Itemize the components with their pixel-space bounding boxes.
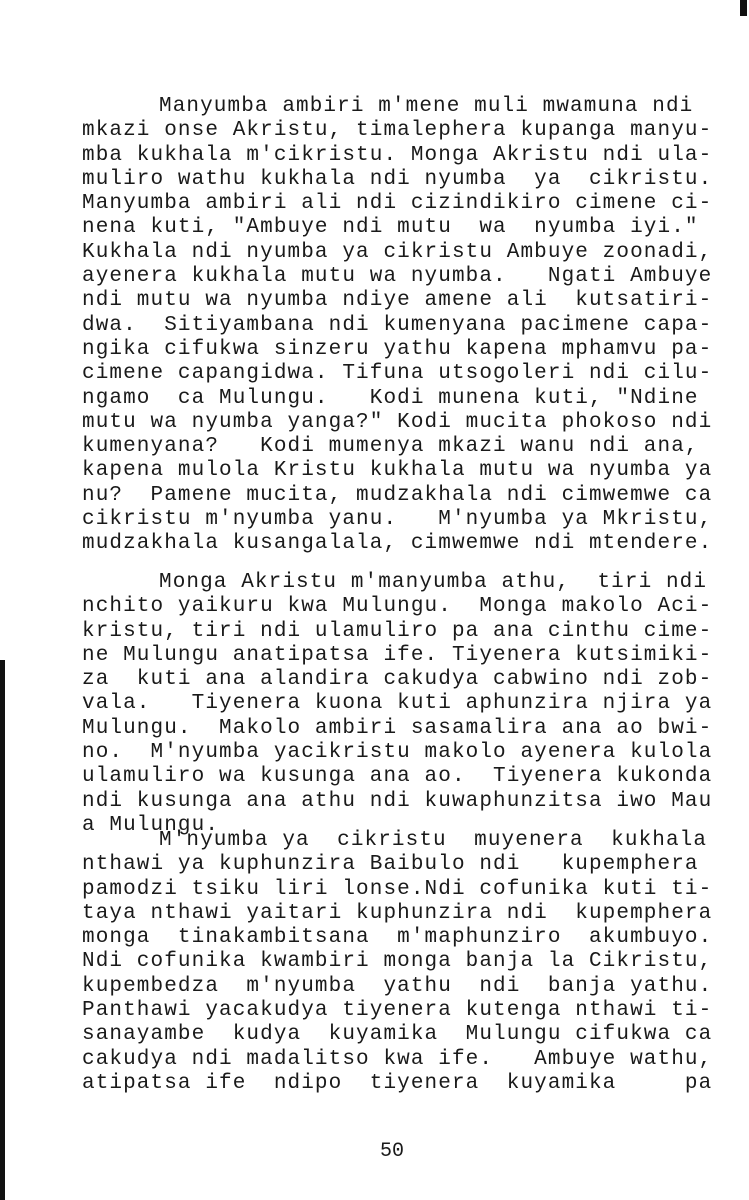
text-line: mutu wa nyumba yanga?" Kodi mucita phokoso ndi [82,410,713,434]
text-line: Mulungu. Makolo ambiri sasamalira ana ao bwi- [82,716,713,740]
text-line: taya nthawi yaitari kuphunzira ndi kupemphera [82,901,713,925]
text-line: Monga Akristu m'manyumba athu, tiri ndi [159,571,708,594]
text-line: a Mulungu. [82,813,220,837]
text-line: ne Mulungu anatipatsa ife. Tiyenera kutsimiki- [82,643,713,667]
scan-edge-mark [740,0,747,16]
text-line: cakudya ndi madalitso kwa ife. Ambuye wathu, [82,1047,713,1071]
text-line: nthawi ya kuphunzira Baibulo ndi kupemphera [82,853,699,877]
page-number: 50 [379,1140,404,1163]
paragraph-3 [82,829,732,1096]
text-line: nchito yaikuru kwa Mulungu. Monga makolo Aci- [82,595,713,619]
text-line: nu? Pamene mucita, mudzakhala ndi cimwemwe ca [82,483,713,507]
text-line: ndi mutu wa nyumba ndiye amene ali kutsatiri- [82,289,713,313]
text-line: kupembedza m'nyumba yathu ndi banja yathu. [82,974,713,998]
text-line: ndi kusunga ana athu ndi kuwaphunzitsa iwo Mau [82,789,713,813]
text-line: Panthawi yacakudya tiyenera kutenga nthawi ti- [82,999,713,1023]
scan-edge-shadow [0,660,5,1200]
text-line: kumenyana? Kodi mumenya mkazi wanu ndi ana, [82,435,699,459]
text-line: ulamuliro wa kusunga ana ao. Tiyenera kukonda [82,765,713,789]
text-line: pamodzi tsiku liri lonse.Ndi cofunika kuti ti- [82,877,713,901]
text-line: Manyumba ambiri m'mene muli mwamuna ndi [159,95,694,118]
text-line: muliro wathu kukhala ndi nyumba ya cikristu. [82,167,713,191]
text-line: mkazi onse Akristu, timalephera kupanga manyu- [82,119,713,143]
text-line: nena kuti, "Ambuye ndi mutu wa nyumba iyi." [82,216,699,240]
text-line: dwa. Sitiyambana ndi kumenyana pacimene capa- [82,313,713,337]
text-line: za kuti ana alandira cakudya cabwino ndi zob- [82,668,713,692]
text-line: Kukhala ndi nyumba ya cikristu Ambuye zoonadi, [82,240,713,264]
text-line: ngika cifukwa sinzeru yathu kapena mphamvu pa- [82,337,713,361]
text-line: Manyumba ambiri ali ndi cizindikiro cimene ci- [82,192,713,216]
text-line: monga tinakambitsana m'maphunziro akumbuyo. [82,926,713,950]
text-line: vala. Tiyenera kuona kuti aphunzira njira ya [82,692,713,716]
text-line: kristu, tiri ndi ulamuliro pa ana cinthu cime- [82,619,713,643]
text-line: sanayambe kudya kuyamika Mulungu cifukwa ca [82,1023,713,1047]
text-line: mudzakhala kusangalala, cimwemwe ndi mtendere. [82,532,713,556]
text-line: mba kukhala m'cikristu. Monga Akristu ndi ula- [82,143,713,167]
text-line: ayenera kukhala mutu wa nyumba. Ngati Ambuye [82,265,713,289]
paragraph-2 [82,571,732,838]
text-line: kapena mulola Kristu kukhala mutu wa nyumba ya [82,459,713,483]
paragraph-1 [82,95,732,557]
text-line: no. M'nyumba yacikristu makolo ayenera kulola [82,741,713,765]
text-line: cikristu m'nyumba yanu. M'nyumba ya Mkristu, [82,508,713,532]
text-line: cimene capangidwa. Tifuna utsogoleri ndi cilu- [82,362,713,386]
text-line: atipatsa ife ndipo tiyenera kuyamika pa [82,1071,713,1095]
text-line: Ndi cofunika kwambiri monga banja la Cikristu, [82,950,713,974]
text-line: ngamo ca Mulungu. Kodi munena kuti, "Ndine [82,386,699,410]
text-line: M'nyumba ya cikristu muyenera kukhala [159,829,708,852]
